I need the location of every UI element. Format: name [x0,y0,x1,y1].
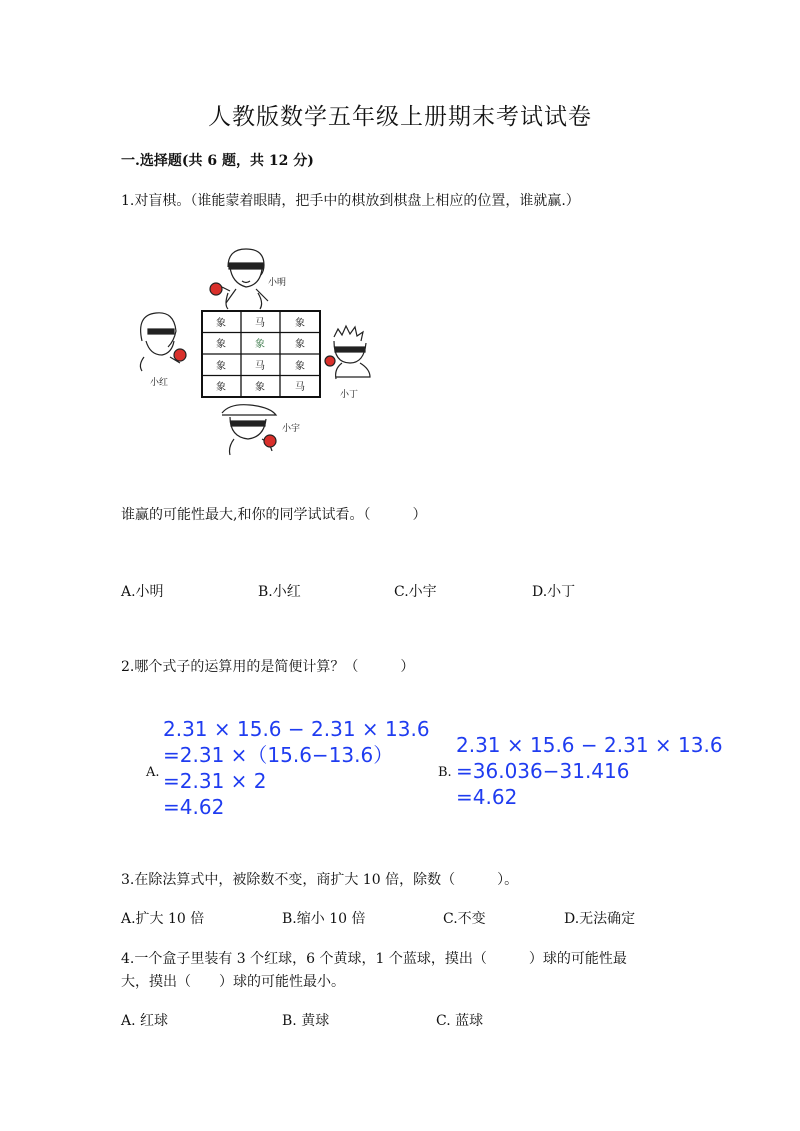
math-line: =36.036−31.416 [456,759,630,783]
grid-cell: 象 [295,361,305,372]
grid-cell: 象 [295,318,305,329]
name-bottom: 小宇 [282,424,301,434]
grid-cell: 象 [255,339,265,350]
q3-option-c: C.不变 [443,911,486,927]
math-line: =4.62 [456,785,518,809]
name-right: 小丁 [340,390,359,400]
q2-option-a-label: A. [146,765,160,780]
grid-cell: 象 [295,339,305,350]
q1-option-d: D.小丁 [532,584,576,600]
grid-cell: 马 [255,318,265,329]
child-top-figure [210,249,268,309]
section-heading: 一.选择题(共 6 题，共 12 分) [121,153,314,169]
name-left: 小红 [150,378,169,388]
q4-option-b: B. 黄球 [282,1013,330,1029]
q4-option-c: C. 蓝球 [436,1013,484,1029]
q1-question: 谁赢的可能性最大,和你的同学试试看。（ ） [121,507,427,523]
q1-stem: 1.对盲棋。（谁能蒙着眼睛，把手中的棋放到棋盘上相应的位置，谁就赢.） [121,193,580,209]
name-top: 小明 [268,278,287,288]
math-line: =2.31 ×（15.6−13.6） [163,743,394,767]
q3-option-b: B.缩小 10 倍 [282,911,366,927]
q1-option-a: A.小明 [121,584,164,600]
q1-option-b: B.小红 [258,584,301,600]
grid-cell: 象 [216,318,226,329]
grid-cell: 马 [255,361,265,372]
q2-option-b-label: B. [438,765,452,780]
grid-cell: 象 [216,339,226,350]
q2-option-b-work [456,732,723,810]
q4-option-a: A. 红球 [121,1013,169,1029]
grid-cell: 象 [216,382,226,393]
q4-stem-line1: 4.一个盒子里装有 3 个红球，6 个黄球，1 个蓝球，摸出（ ）球的可能性最 [121,951,627,967]
grid-cell: 马 [295,382,305,393]
child-bottom-figure [222,405,276,455]
child-left-figure [140,313,186,371]
page-title: 人教版数学五年级上册期末考试试卷 [208,104,592,130]
math-line: 2.31 × 15.6 − 2.31 × 13.6 [456,733,723,757]
blind-chess-figure [130,245,390,460]
q2-stem: 2.哪个式子的运算用的是简便计算？（ ） [121,659,415,675]
q1-option-c: C.小宇 [394,584,437,600]
q3-option-d: D.无法确定 [564,911,636,927]
math-line: =2.31 × 2 [163,769,267,793]
q2-option-a-work [163,716,430,820]
q3-stem: 3.在除法算式中，被除数不变，商扩大 10 倍，除数（ ）。 [121,872,519,888]
math-line: 2.31 × 15.6 − 2.31 × 13.6 [163,717,430,741]
grid-cell: 象 [216,361,226,372]
child-right-figure [325,326,370,379]
grid-cell: 象 [255,382,265,393]
q4-stem-line2: 大，摸出（ ）球的可能性最小。 [121,974,345,990]
math-line: =4.62 [163,795,225,819]
q3-option-a: A.扩大 10 倍 [121,911,205,927]
